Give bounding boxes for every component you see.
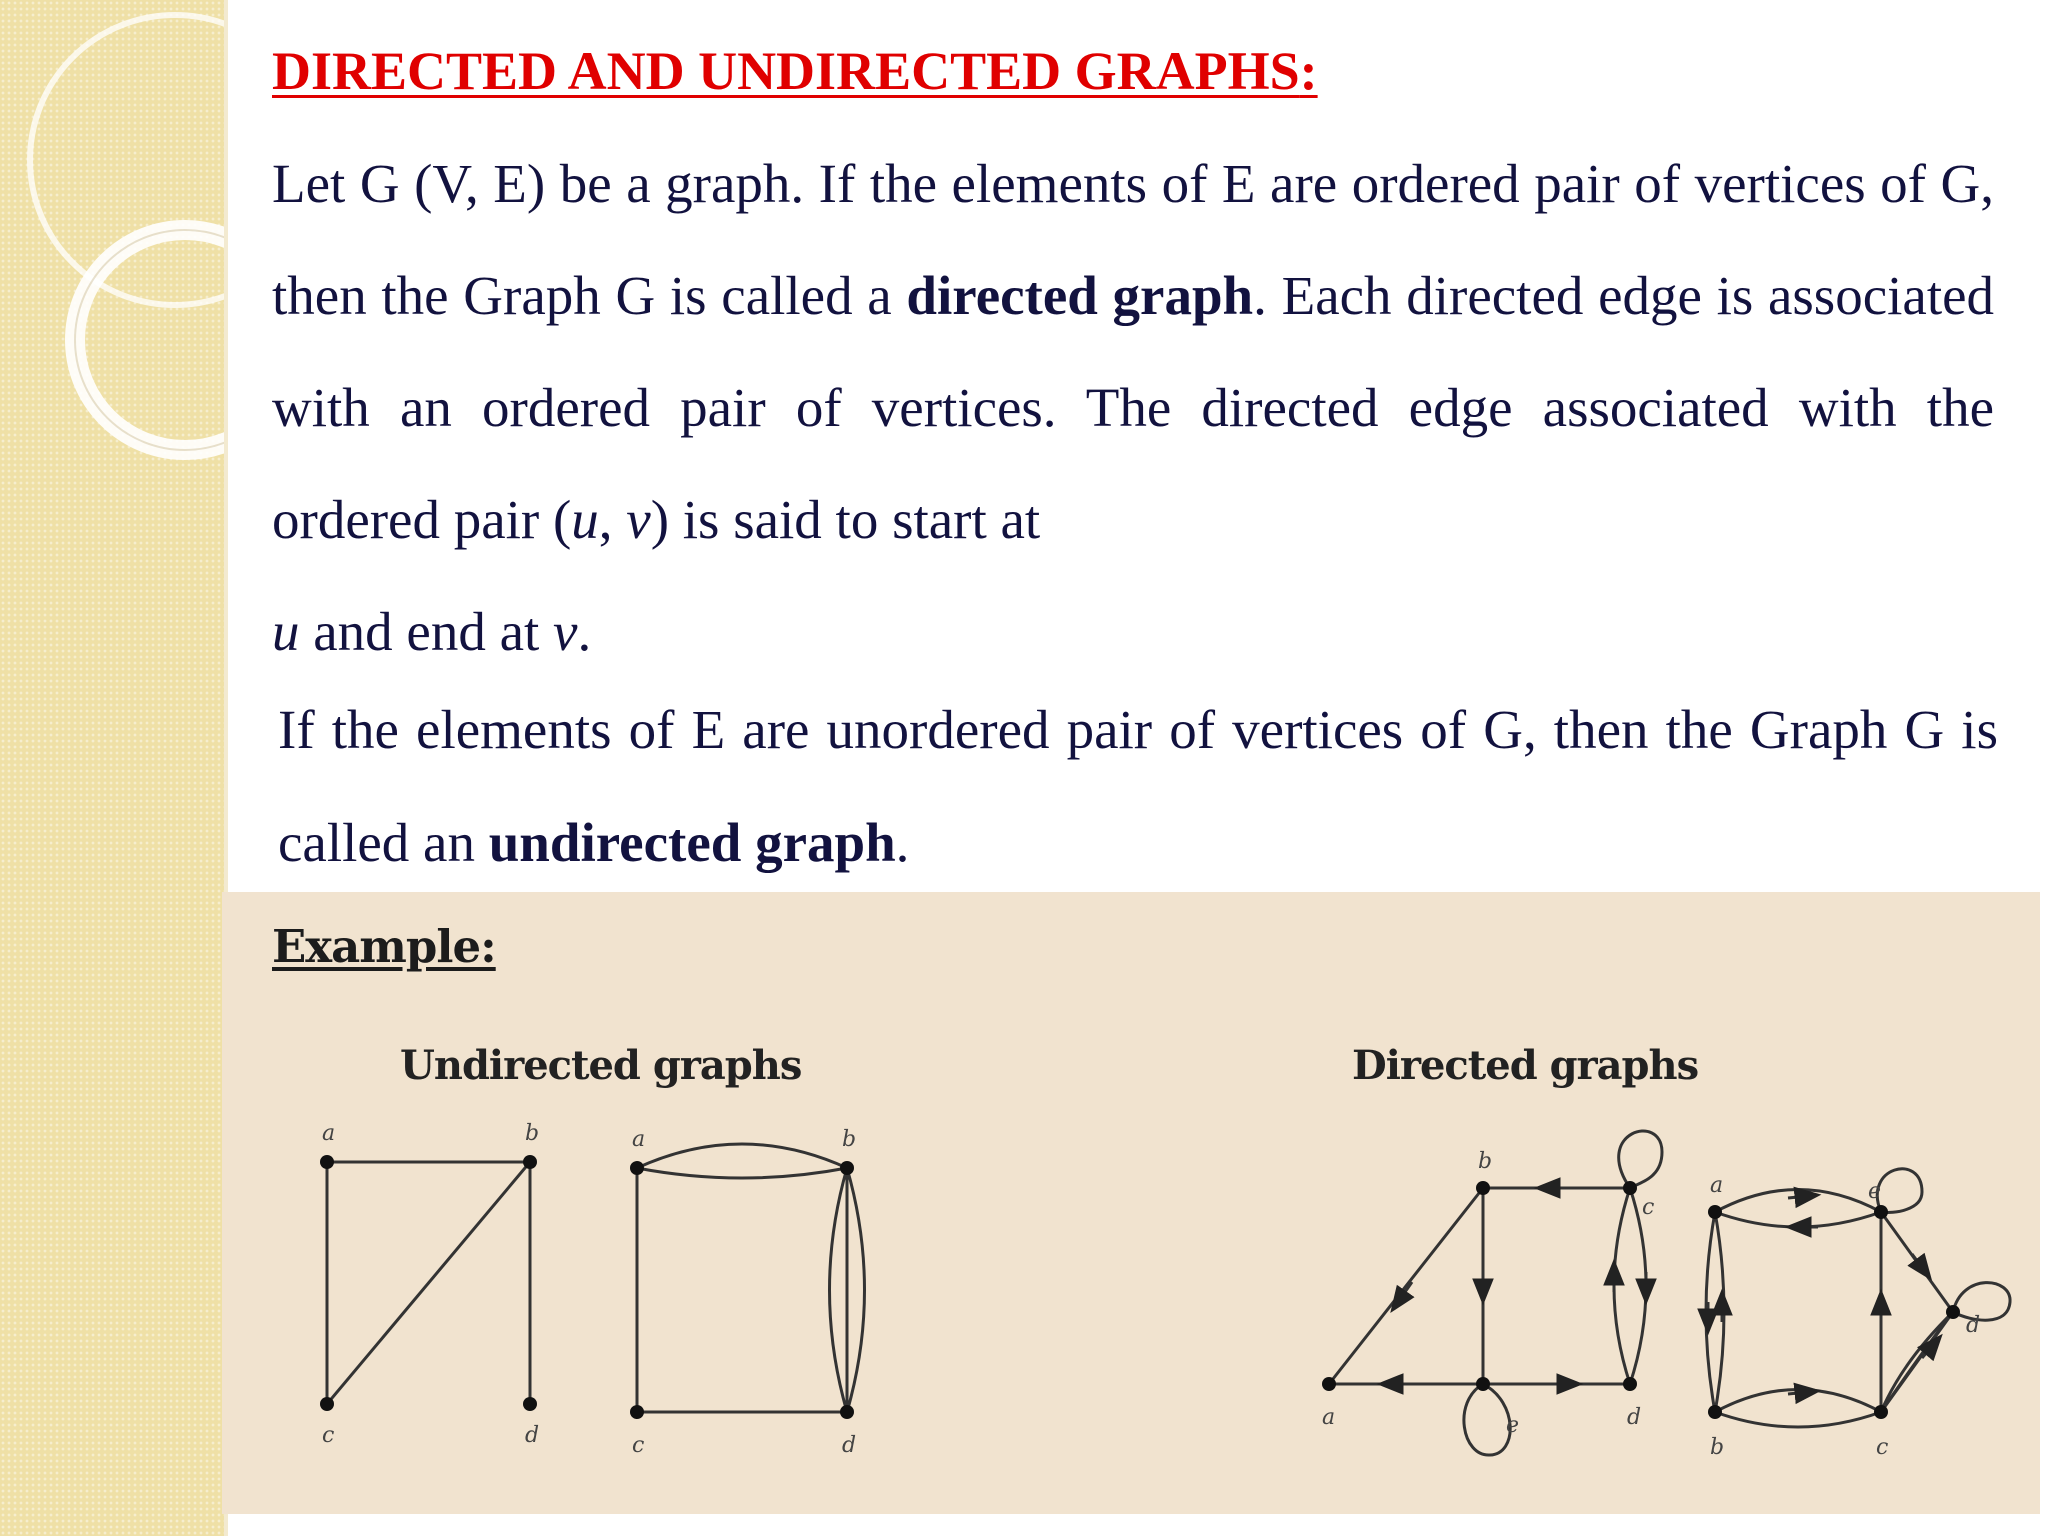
vertex-label: b	[1710, 1435, 1725, 1460]
vertex-label: c	[1876, 1435, 1889, 1460]
vertex-label: a	[1710, 1173, 1724, 1198]
slide-title-colon: :	[1299, 41, 1318, 101]
vertex-label: b	[525, 1121, 540, 1146]
vertex-label: e	[1506, 1413, 1520, 1438]
text-segment: ) is said to start at	[650, 489, 1041, 550]
undirected-graphs-heading: Undirected graphs	[400, 1042, 802, 1089]
vertex-label: d	[1966, 1313, 1981, 1338]
text-segment: .	[895, 812, 910, 873]
text-segment: and end at	[299, 601, 554, 662]
var-v: v	[626, 489, 651, 550]
slide-title-text: DIRECTED AND UNDIRECTED GRAPHS	[272, 41, 1300, 101]
vertex-label: a	[322, 1121, 336, 1146]
directed-graph-2	[1706, 1169, 2010, 1427]
directed-graphs-heading: Directed graphs	[1352, 1042, 1699, 1089]
decorative-rings	[0, 0, 224, 1536]
term-directed-graph: directed graph	[906, 265, 1254, 326]
vertex-label: d	[1627, 1405, 1642, 1430]
directed-graph-1	[1329, 1131, 1662, 1455]
vertex-label: b	[1478, 1149, 1493, 1174]
slide-title	[272, 42, 1318, 101]
var-u: u	[272, 601, 300, 662]
var-v: v	[553, 601, 578, 662]
example-label: Example:	[272, 920, 496, 973]
vertex-label: c	[322, 1423, 335, 1448]
text-segment: ,	[598, 489, 627, 550]
undirected-graph-2	[637, 1144, 865, 1412]
undirected-graph-1	[327, 1162, 530, 1404]
vertex-label: a	[632, 1127, 646, 1152]
vertex-label: c	[1642, 1195, 1655, 1220]
undirected-graph-definition	[278, 673, 1998, 899]
vertex-label: c	[632, 1433, 645, 1458]
decorative-left-band	[0, 0, 228, 1536]
text-segment: Let G (V, E) be a graph. If the elements of E are ordered pair of vertices of G, then the Graph G is called a	[272, 153, 1994, 326]
example-figure	[222, 892, 2040, 1514]
term-undirected-graph: undirected graph	[488, 812, 896, 873]
directed-graph-definition	[272, 128, 1994, 688]
text-segment: If the elements of E are unordered pair of vertices of G, then the Graph G is called an	[278, 699, 1998, 873]
vertex-label: d	[842, 1433, 857, 1458]
var-u: u	[571, 489, 599, 550]
vertex-label: e	[1868, 1179, 1882, 1204]
graph-drawings	[222, 892, 2040, 1514]
vertex-label: d	[525, 1423, 540, 1448]
text-segment: .	[577, 601, 592, 662]
vertex-label: b	[842, 1127, 857, 1152]
vertex-label: a	[1322, 1405, 1336, 1430]
text-segment: . Each directed edge is associated with an ordered pair of vertices. The directed edge associated with the ordered pair (	[272, 265, 1995, 550]
